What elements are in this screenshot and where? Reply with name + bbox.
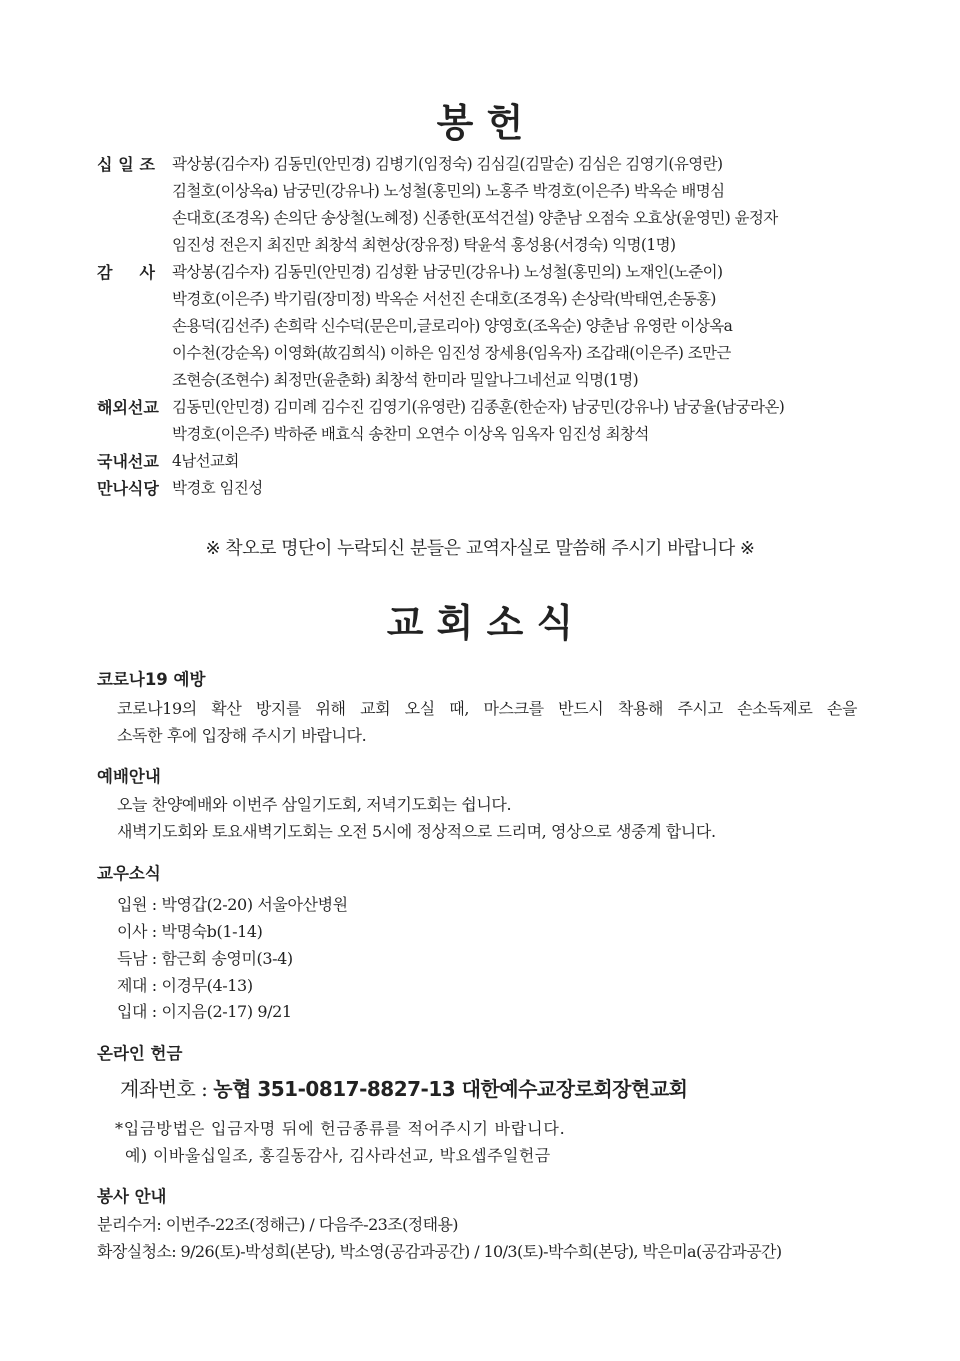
- service-item: 분리수거: 이번주-22조(정해근) / 다음주-23조(정태용): [97, 1215, 458, 1234]
- deposit-note: *입금방법은 입금자명 뒤에 헌금종류를 적어주시기 바랍니다.: [115, 1119, 566, 1138]
- worship-text: 새벽기도회와 토요새벽기도회는 오전 5시에 정상적으로 드리며, 영상으로 생중계 합니다.: [117, 822, 716, 841]
- tithe-label-char: 조: [139, 155, 155, 174]
- members-item: 입원 : 박영갑(2-20) 서울아산병원: [117, 895, 348, 914]
- account-line: [120, 1073, 687, 1102]
- manna-kitchen-names: 박경호 임진성: [172, 479, 263, 497]
- thanks-label-char: 사: [139, 263, 155, 282]
- corona-text: 코로나19의 확산 방지를 위해 교회 오실 때, 마스크를 반드시 착용해 주시고 손소독제로 손을: [117, 699, 857, 718]
- corona-text: 소독한 후에 입장해 주시기 바랍니다.: [117, 726, 367, 745]
- tithe-names: 손대호(조경옥) 손의단 송상철(노혜정) 신종한(포석건설) 양춘남 오점숙 오효상(윤영민) 윤정자: [172, 209, 778, 227]
- thanks-names: 조현승(조현수) 최정만(윤춘화) 최창석 한미라 밀알나그네선교 익명(1명): [172, 371, 639, 389]
- members-item: 입대 : 이지음(2-17) 9/21: [117, 1002, 292, 1021]
- thanks-names: 곽상봉(김수자) 김동민(안민경) 김성환 남궁민(강유나) 노성철(홍민의) 노재인(노준이): [172, 263, 723, 281]
- tithe-names: 김철호(이상옥a) 남궁민(강유나) 노성철(홍민의) 노홍주 박경호(이은주) 박옥순 배명심: [172, 182, 725, 200]
- thanks-label: [97, 260, 155, 283]
- members-item: 제대 : 이경무(4-13): [117, 976, 253, 995]
- members-item: 이사 : 박명숙b(1-14): [117, 922, 263, 941]
- thanks-names: 손용덕(김선주) 손희락 신수덕(문은미,글로리아) 양영호(조옥순) 양춘남 유영란 이상옥a: [172, 317, 733, 335]
- tithe-names: 곽상봉(김수자) 김동민(안민경) 김병기(임정숙) 김심길(김말순) 김심은 김영기(유영란): [172, 155, 723, 173]
- thanks-names: 이수천(강순옥) 이영화(故김희식) 이하은 임진성 장세용(임옥자) 조갑래(이은주) 조만근: [172, 344, 731, 362]
- account-label: 계좌번호 :: [120, 1077, 208, 1101]
- account-value: 농협 351-0817-8827-13 대한예수교장로회장현교회: [213, 1077, 688, 1101]
- domestic-mission-label: 국내선교: [97, 452, 159, 471]
- overseas-mission-names: 박경호(이은주) 박하준 배효식 송찬미 오연수 이상옥 임옥자 임진성 최창석: [172, 425, 649, 443]
- members-heading: 교우소식: [97, 864, 161, 883]
- worship-heading: 예배안내: [97, 767, 161, 786]
- tithe-label-char: 일: [118, 155, 134, 174]
- service-item: 화장실청소: 9/26(토)-박성희(본당), 박소영(공감과공간) / 10/3(토)-박수희(본당), 박은미a(공감과공간): [97, 1242, 782, 1261]
- tithe-label-char: 십: [97, 155, 113, 174]
- online-offering-heading: 온라인 헌금: [97, 1044, 183, 1063]
- domestic-mission-names: 4남선교회: [172, 452, 239, 470]
- offering-title: 봉 헌: [436, 101, 524, 145]
- overseas-mission-names: 김동민(안민경) 김미례 김수진 김영기(유영란) 김종훈(한순자) 남궁민(강유나) 남궁율(남궁라온): [172, 398, 785, 416]
- service-heading: 봉사 안내: [97, 1187, 167, 1206]
- worship-text: 오늘 찬양예배와 이번주 삼일기도회, 저녁기도회는 쉽니다.: [117, 795, 512, 814]
- tithe-label: [97, 152, 155, 175]
- news-title: 교 회 소 식: [386, 601, 574, 645]
- thanks-names: 박경호(이은주) 박기림(장미정) 박옥순 서선진 손대호(조경옥) 손상락(박태연,손동홍): [172, 290, 716, 308]
- deposit-example: 예) 이바울십일조, 홍길동감사, 김사라선교, 박요셉주일헌금: [125, 1146, 551, 1165]
- tithe-names: 임진성 전은지 최진만 최창석 최현상(장유정) 탁윤석 홍성용(서경숙) 익명(1명): [172, 236, 676, 254]
- manna-kitchen-label: 만나식당: [97, 479, 159, 498]
- overseas-mission-label: 해외선교: [97, 398, 159, 417]
- omission-notice: ※ 착오로 명단이 누락되신 분들은 교역자실로 말씀해 주시기 바랍니다 ※: [205, 538, 755, 559]
- corona-heading: 코로나19 예방: [97, 670, 206, 689]
- thanks-label-char: 감: [97, 263, 113, 282]
- members-item: 득남 : 함근회 송영미(3-4): [117, 949, 293, 968]
